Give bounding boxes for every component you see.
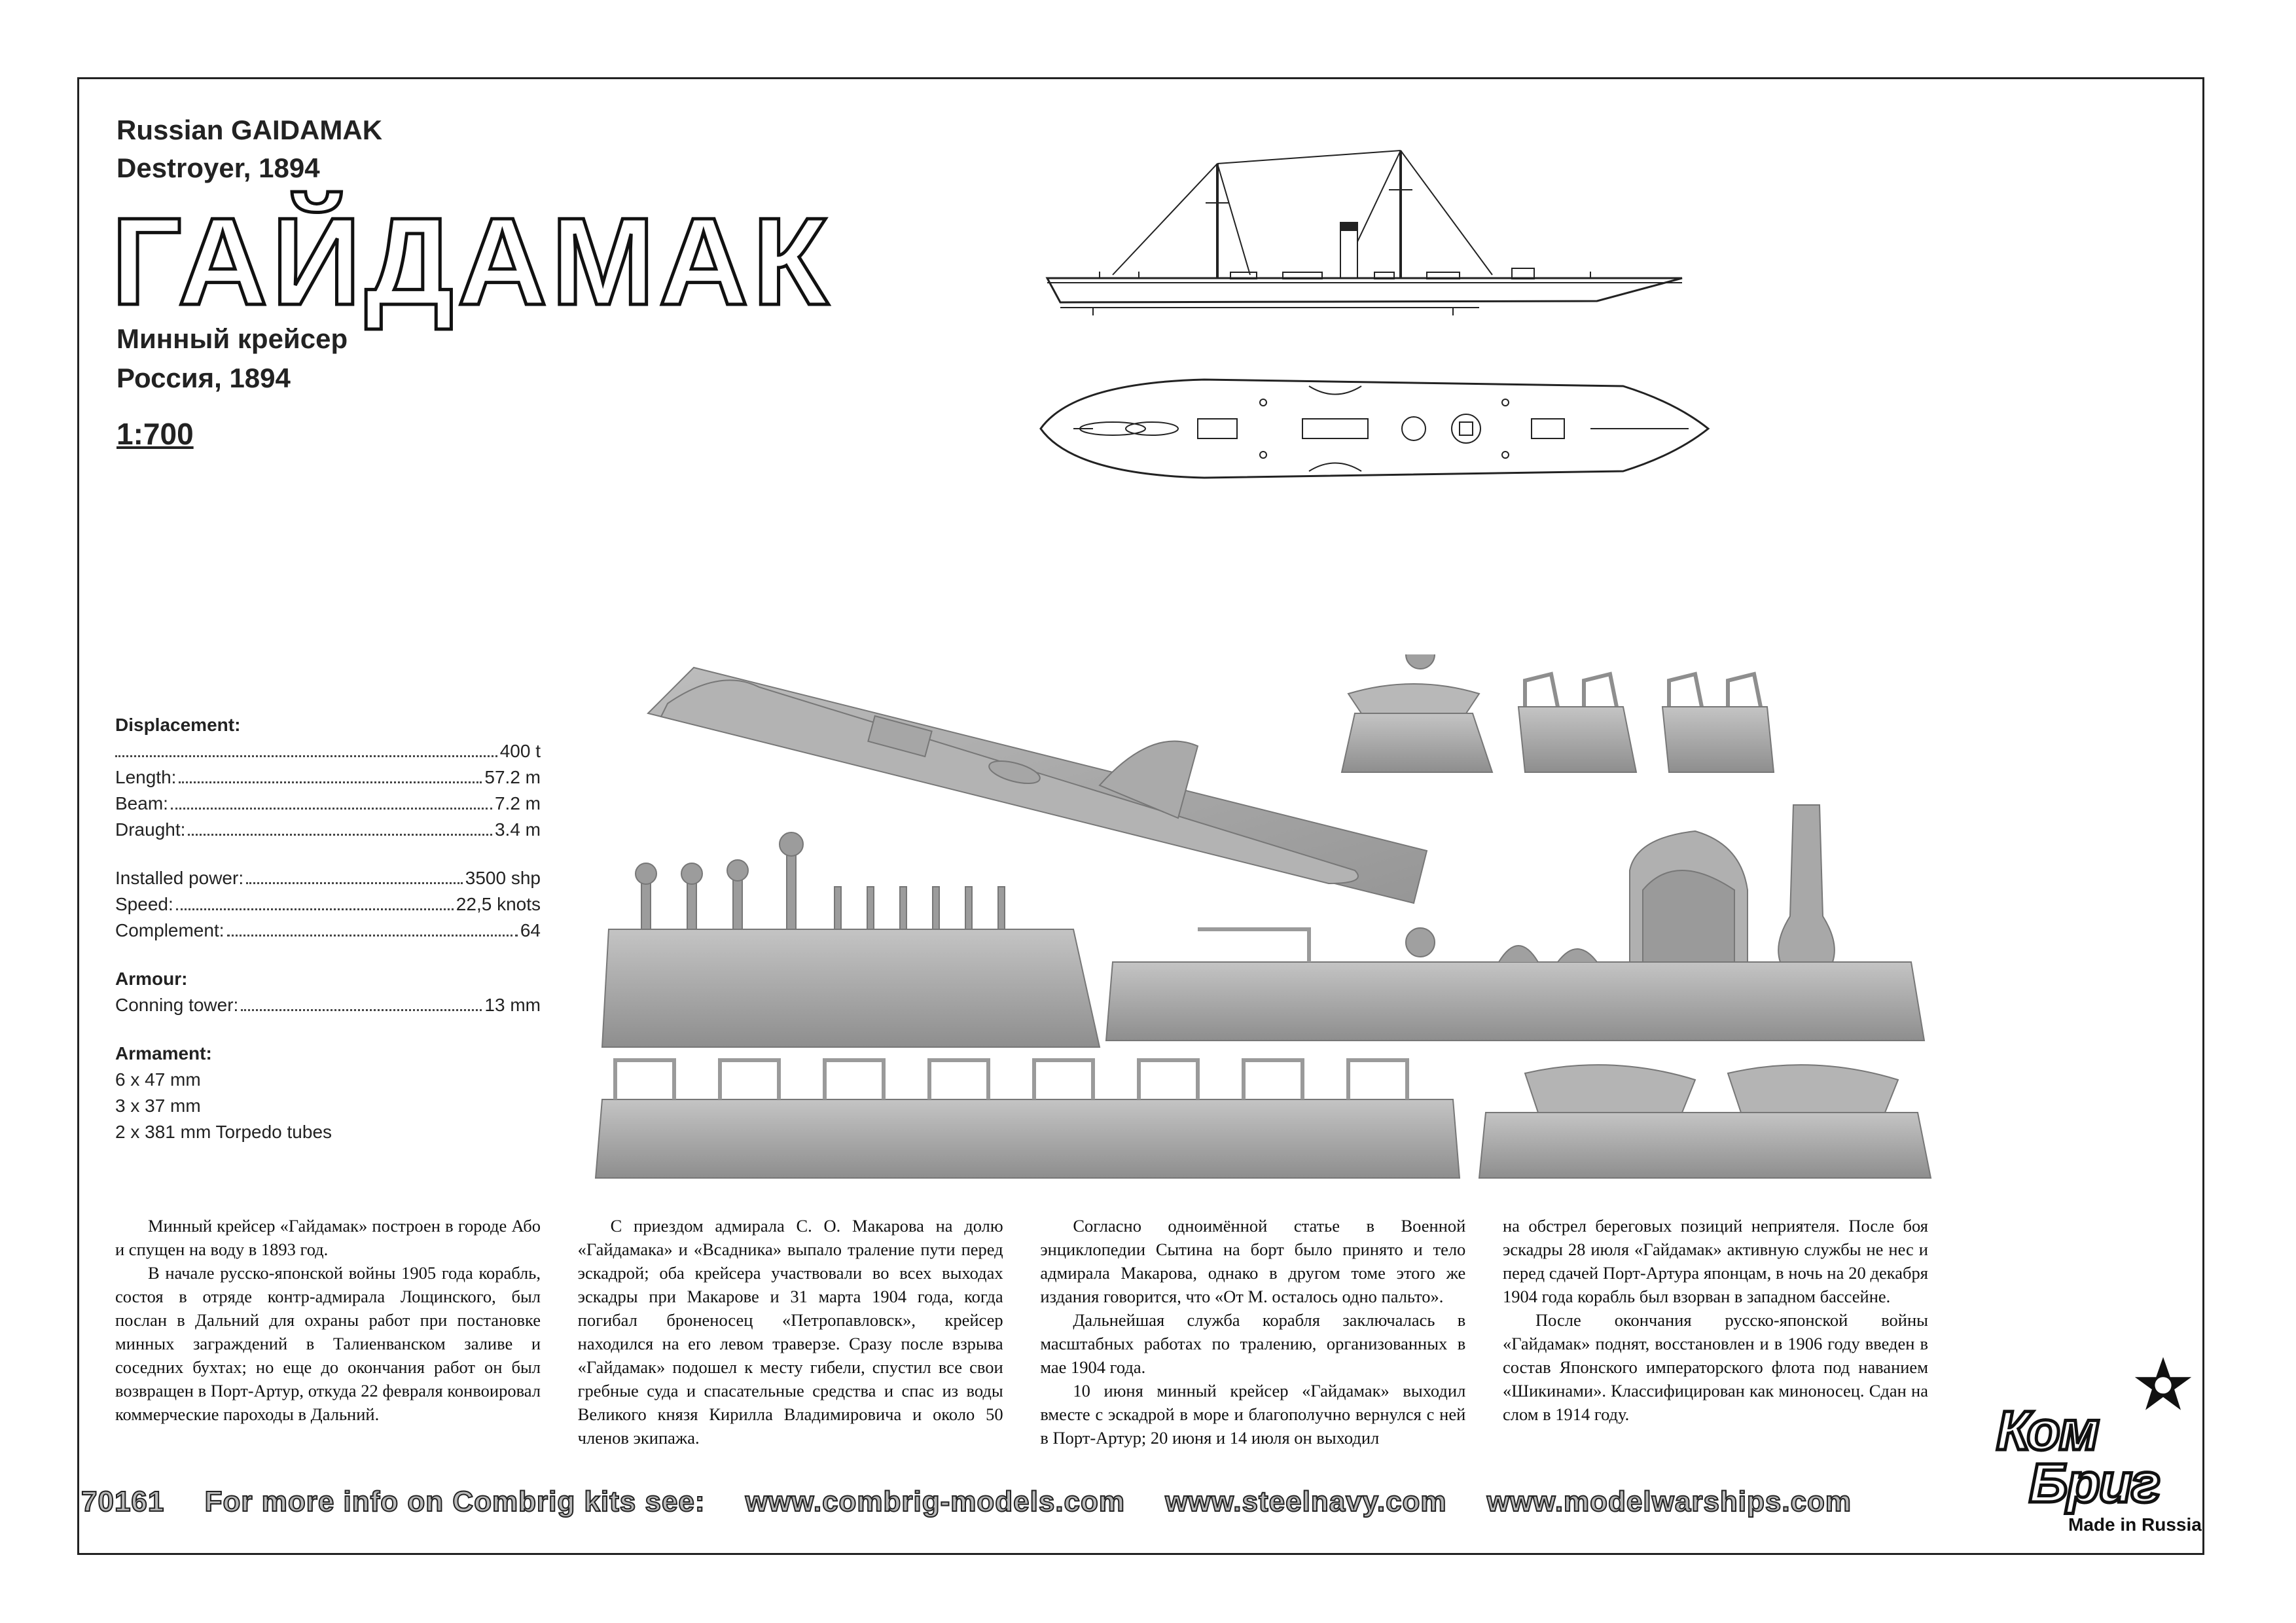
combrig-logo	[1970, 1355, 2206, 1551]
dot-leader	[188, 817, 492, 836]
text-column-1	[115, 1214, 541, 1450]
spec-value: 57.2 m	[484, 767, 541, 787]
made-in-label: Made in Russia	[2068, 1514, 2202, 1535]
text-column-4	[1503, 1214, 1928, 1450]
spec-key: Beam:	[115, 793, 168, 813]
displacement-row	[115, 738, 541, 764]
dot-leader	[246, 865, 463, 884]
armament-item: 6 x 47 mm	[115, 1069, 201, 1090]
paragraph: В начале русско-японской войны 1905 года корабль, состоя в отряде контр-адмирала Лощинского, был послан в Дальний для охраны работ при постановке минных заграждений в Талиенванском заливе и соседних бухтах; но еще до окончания работ он был возвращен в Порт-Артур, откуда 22 февраля конвоировал коммерческие пароходы в Дальний.	[115, 1263, 541, 1424]
paragraph: Дальнейшая служба корабля заключалась в масштабных работах по тралению, организованных в мае 1904 года.	[1040, 1310, 1466, 1377]
ship-plan-view	[1041, 380, 1708, 478]
ventilator-sprue	[602, 832, 1100, 1047]
paragraph: С приездом адмирала С. О. Макарова на долю «Гайдамака» и «Всадника» выпало траление пути перед эскадрой; оба крейсера участвовали во всех выходах эскадры при Макарове и 31 марта 1904 года, когда погибал броненосец «Петропавловск», крейсер находился на его левом траверзе. Сразу после взрыва «Гайдамак» подошел к месту гибели, спустил все свои гребные суда и спасательные средства и спас из воды Великого князя Кирилла Владимировича и около 50 членов экипажа.	[577, 1216, 1003, 1448]
spec-key: Draught:	[115, 819, 186, 840]
boat-casting-2	[1479, 1065, 1931, 1178]
title-english	[117, 111, 382, 187]
info-text: For more info on Combrig kits see:	[204, 1486, 706, 1518]
spec-row-length	[115, 764, 541, 791]
dot-leader	[179, 764, 482, 783]
spec-key: Conning tower:	[115, 995, 239, 1015]
logo-line1: Ком	[1996, 1400, 2098, 1461]
specifications	[115, 712, 541, 1145]
text-column-2	[578, 1214, 1003, 1450]
subtitle-russian-line2: Россия, 1894	[117, 363, 291, 393]
spec-key: Installed power:	[115, 868, 244, 888]
armament-item: 2 x 381 mm Torpedo tubes	[115, 1122, 332, 1142]
hull-casting	[648, 668, 1427, 903]
ship-drawing	[1034, 144, 1715, 484]
text-column-3	[1040, 1214, 1465, 1450]
spec-value: 3500 shp	[465, 868, 541, 888]
spec-value: 7.2 m	[494, 793, 541, 813]
scale-label: 1:700	[117, 417, 194, 451]
spec-key: Length:	[115, 767, 177, 787]
spec-value: 64	[520, 920, 541, 940]
spec-row-complement	[115, 918, 541, 944]
link-combrig: www.combrig-models.com	[745, 1486, 1126, 1518]
armour-label: Armour:	[115, 969, 188, 989]
dot-leader	[241, 992, 482, 1011]
displacement-value: 400 t	[499, 741, 541, 761]
link-steelnavy: www.steelnavy.com	[1165, 1486, 1447, 1518]
spec-row-draught	[115, 817, 541, 843]
gun-sprue	[596, 1060, 1460, 1178]
dot-leader	[115, 738, 497, 757]
link-modelwarships: www.modelwarships.com	[1486, 1486, 1852, 1518]
title-english-line1: Russian GAIDAMAK	[117, 115, 383, 145]
title-russian: ГАЙДАМАК	[111, 192, 833, 331]
armament-label: Armament:	[115, 1043, 212, 1063]
paragraph: 10 июня минный крейсер «Гайдамак» выходил вместе с эскадрой в море и благополучно вернулся с ней в Порт-Артур; 20 июня и 14 июля он выходил	[1040, 1381, 1466, 1448]
ship-profile-view	[1047, 151, 1682, 315]
history-text	[115, 1214, 1928, 1450]
spec-key: Complement:	[115, 920, 224, 940]
davit-casting-1	[1518, 674, 1636, 772]
spec-row-conning-tower	[115, 992, 541, 1018]
kit-number: 70161	[81, 1486, 165, 1518]
subtitle-russian-line1: Минный крейсер	[117, 323, 348, 354]
spec-value: 13 mm	[484, 995, 541, 1015]
paragraph: Минный крейсер «Гайдамак» построен в городе Або и спущен на воду в 1893 год.	[115, 1216, 541, 1259]
displacement-label: Displacement:	[115, 715, 241, 735]
star-icon	[2134, 1355, 2193, 1414]
davit-casting-2	[1662, 674, 1774, 772]
boat-casting-1	[1342, 684, 1492, 772]
paragraph: После окончания русско-японской войны «Гайдамак» поднят, восстановлен и в 1906 году введен в состав Японского императорского флота под наванием «Шикинами». Классифицирован как миноносец. Сдан на слом в 1914 году.	[1502, 1310, 1928, 1424]
spec-value: 3.4 m	[494, 819, 541, 840]
dot-leader	[171, 791, 492, 810]
spec-key: Speed:	[115, 894, 173, 914]
logo-line2: Бриг	[2029, 1452, 2159, 1514]
spec-value: 22,5 knots	[456, 894, 541, 914]
paragraph: на обстрел береговых позиций неприятеля. После боя эскадры 28 июля «Гайдамак» активную службы не нес и перед сдачей Порт-Артура японцам, в ночь на 20 декабря 1904 года корабль был взорван в западном бассейне.	[1502, 1216, 1928, 1306]
dot-leader	[227, 918, 518, 936]
footer-bar	[81, 1486, 1883, 1518]
subtitle-russian	[117, 319, 348, 398]
spec-row-beam	[115, 791, 541, 817]
armament-item: 3 x 37 mm	[115, 1096, 201, 1116]
paragraph: Согласно одноимённой статье в Военной энциклопедии Сытина на борт было принято и тело адмирала Макарова, однако в другом томе этого же издания говорится, что «От М. осталось одно пальто».	[1040, 1216, 1466, 1306]
resin-parts-photo	[589, 654, 1937, 1191]
title-english-line2: Destroyer, 1894	[117, 152, 320, 183]
spec-row-speed	[115, 891, 541, 918]
dot-leader	[176, 891, 454, 910]
spec-row-power	[115, 865, 541, 891]
